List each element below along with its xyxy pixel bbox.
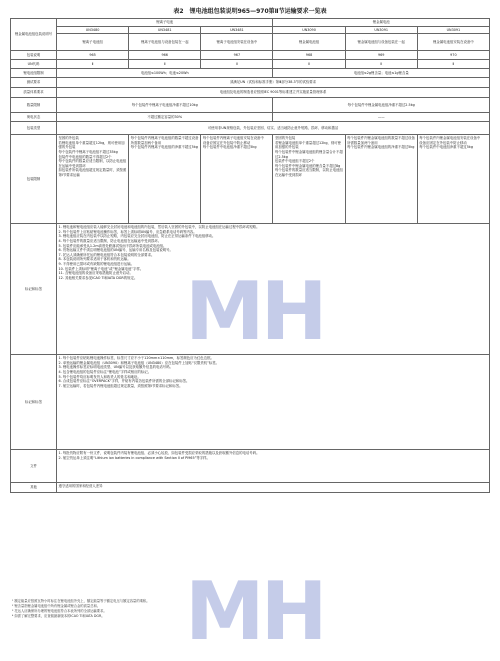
table-cell: Ⅱ bbox=[417, 60, 489, 69]
text-line: 9. 不得使用已损坏或有缺陷的锂电池组进行运输。 bbox=[58, 261, 135, 266]
text-line: 12. 其他相关要求参见ICAO TI和IATA DGR的规定。 bbox=[58, 275, 138, 280]
text-line: 每个包装件内锂离子电池组安装在设备中 bbox=[202, 136, 264, 141]
text-line: 每个包装件中电池组净重不超过5kg bbox=[419, 145, 474, 150]
footnote: ² 锂含量指锂金属电池组中所有锂金属或锂合金的质量总和。 bbox=[12, 604, 101, 608]
text-line: 11. 含锂电池组的设备应采取措施防止意外启动。 bbox=[58, 271, 133, 276]
table-cell: 电池组及电池的制造者应按照IEC 9001等标准建立并实施质量管理体系 bbox=[57, 88, 490, 98]
table-cell: 可使用非UN规格包装，外包装应坚固、结实、适当地防止意外短路、损坏、移动和激活 bbox=[57, 122, 490, 135]
text-line: 8. 本包装说明所列要求适用于客机和货机运输。 bbox=[58, 257, 131, 262]
text-line: 1. 每批货物应附有一份文件，说明包装件内装有锂电池组、必须小心轻放、如包装件受损应采取的措施以及获取额外信息的电话号码。 bbox=[58, 451, 260, 456]
table-row bbox=[11, 355, 490, 450]
row-label: 包装类型 bbox=[11, 122, 57, 135]
text-line: 5. 包装件应能承受从1.2m高度处跌落试验而不损坏所装电池或电池组。 bbox=[58, 243, 167, 248]
table-cell: 遵守适用的国家和经营人差异 bbox=[57, 483, 490, 493]
row-label: 数量限制 bbox=[11, 98, 57, 113]
text-line: 6. 货物运输文件中须注明锂电池组的UN编号、运输专用名称及包装说明号。 bbox=[58, 248, 173, 253]
text-line: 1. 每个包装件应粘贴锂电池操作标签，标签尺寸应不小于120mm×110mm，标签颜色应为红色边框。 bbox=[58, 356, 214, 361]
table-cell bbox=[57, 450, 490, 483]
table-cell: Ⅱ bbox=[57, 60, 129, 69]
table-cell: 每个包装件中锂金属电池组净重不超过2.5kg bbox=[273, 98, 490, 113]
text-line: 2. 每个包装件上应粘贴锂电池操作标签，标签上须标明UN编号、应急联系电话号码等内容。 bbox=[58, 229, 197, 234]
header-cell: UN3091 bbox=[417, 26, 489, 34]
text-line: 2. 单独运输的锂金属电池组（UN3090）和锂离子电池组（UN3480）应在包装件上加贴“仅限货机”标签。 bbox=[58, 360, 220, 365]
row-label: 标记和标签 bbox=[11, 355, 57, 450]
text-line: 包装件中电池组的数量不得超过2个 bbox=[58, 154, 112, 159]
table-row bbox=[11, 135, 490, 224]
header-cell: 锂金属电池组包装说明号 bbox=[11, 19, 57, 51]
text-line: 如包装件所装电池组超过规定数量时，须按照第Ⅰ节要求运输 bbox=[58, 168, 127, 177]
header-row bbox=[11, 26, 490, 34]
header-cell: 锂金属电池 bbox=[273, 19, 490, 27]
text-line: 每个包装件内锂金属电池组安装在设备中 bbox=[419, 136, 481, 141]
text-line: 5. 每个包装件均应标明发货人和收货人的姓名和地址。 bbox=[58, 374, 141, 379]
footnote: ³ 托运人应确保所办理的锂电池组符合本表所列的全部运输要求。 bbox=[12, 609, 107, 613]
row-label: 测试要求 bbox=[11, 78, 57, 88]
table-cell: Ⅱ bbox=[201, 60, 273, 69]
row-label: UN代码 bbox=[11, 60, 57, 69]
table-row bbox=[11, 78, 490, 88]
table-cell: Ⅱ bbox=[345, 60, 417, 69]
watermark: MH bbox=[185, 265, 324, 358]
text-line: 每个包装件中电池组净重不超过5kg bbox=[202, 145, 257, 150]
table-cell bbox=[273, 135, 345, 224]
table-cell: 不超过额定容量的30% bbox=[57, 113, 273, 122]
row-label: 锂电池组限制 bbox=[11, 69, 57, 78]
table-cell: 968 bbox=[273, 51, 345, 60]
text-line: 6. 合成包装件应标注“OVERPACK”字样，并贴有内装各包装件所需的全部标记和标签。 bbox=[58, 379, 190, 384]
text-line: 每个包装件内锂金属电池组的数量不超过设备所需数量加两个备用 bbox=[347, 136, 415, 145]
row-label: 文件 bbox=[11, 450, 57, 483]
header-row bbox=[11, 19, 490, 27]
table-row bbox=[11, 224, 490, 355]
text-line: 设备应固定在外包装中防止移动 bbox=[419, 140, 467, 145]
text-line: 每个包装件中锂离子电池组不超过35kg bbox=[58, 149, 118, 154]
text-line: 每个包装件中锂金属电池的锂含量不超过8g bbox=[274, 163, 341, 168]
header-cell: 锂离子电池组与设备包装在一起 bbox=[129, 34, 201, 51]
footnote: ¹ 额定能量应按照瓦特小时标注在锂电池组外壳上，额定能量等于额定电压与额定容量的乘积。 bbox=[12, 599, 150, 603]
text-line: 3. 锂电池操作标签应标明电池类型、UN编号以及获取额外信息的电话号码。 bbox=[58, 365, 173, 370]
table-cell: 须满足UN《试验和标准手册》第Ⅲ部分38.3节的试验要求 bbox=[57, 78, 490, 88]
row-label: 荷电状态 bbox=[11, 113, 57, 122]
text-line: 设备应固定在外包装中防止移动 bbox=[202, 140, 251, 145]
table-cell: 每个包装件中锂离子电池组净重不超过10kg bbox=[57, 98, 273, 113]
text-line: 坚固的外包装 bbox=[274, 136, 296, 141]
text-line: 每个包装件中锂金属电池组的锂含量合计不超过2.5kg bbox=[274, 149, 343, 159]
watermark: MH bbox=[185, 565, 324, 658]
table-cell: 电池组≤100Wh；电池≤20Wh bbox=[57, 69, 273, 78]
text-line: 7. 托运人须确保所托运的锂电池组符合本包装说明的全部要求。 bbox=[58, 252, 155, 257]
footnotes bbox=[12, 599, 488, 619]
header-cell: UN3481 bbox=[129, 26, 201, 34]
text-line: 若锂金属电池组单个重量超过12kg，则可使用加强的外包装 bbox=[274, 140, 342, 150]
header-cell: 锂金属电池组 bbox=[273, 34, 345, 51]
header-cell: 锂金属电池组与设备包装在一起 bbox=[345, 34, 417, 51]
table-cell: Ⅱ bbox=[129, 60, 201, 69]
requirements-table bbox=[10, 18, 490, 493]
table-cell bbox=[417, 135, 489, 224]
text-line: 7. 航空运输时，若包装件内锂电池组超过规定数量，须按照第Ⅰ节要求标记和标签。 bbox=[58, 383, 183, 388]
row-label: 质量体系要求 bbox=[11, 88, 57, 98]
text-line: 若锂电池组单个重量超过12kg，则可使用加强的外包装 bbox=[58, 140, 125, 150]
row-label: 标记和标签 bbox=[11, 224, 57, 355]
table-cell: 965 bbox=[57, 51, 129, 60]
table-row bbox=[11, 69, 490, 78]
table-row bbox=[11, 113, 490, 122]
text-line: 10. 包装件上须标明“锂离子电池”或“锂金属电池”字样。 bbox=[58, 266, 144, 271]
header-cell: 锂金属电池组安装在设备中 bbox=[417, 34, 489, 51]
header-cell: UN3480 bbox=[57, 26, 129, 34]
row-label: 其他 bbox=[11, 483, 57, 493]
header-cell: UN3481 bbox=[201, 26, 273, 34]
text-line: 4. 每个包装件的数量应适当限制，防止电池组在运输途中受到损坏。 bbox=[58, 238, 162, 243]
table-cell bbox=[57, 135, 129, 224]
text-line: 每个包装件内锂离子电池组的数量不超过设备所需数量加两个备用 bbox=[130, 136, 199, 145]
row-label: 包装限制 bbox=[11, 135, 57, 224]
footnote: ⁴ 如需了解完整要求，应查阅最新版本的ICAO TI和IATA DGR。 bbox=[12, 614, 105, 618]
page-title: 表2 锂电池组包装说明965—970第Ⅱ节运输要求一览表 bbox=[173, 8, 327, 15]
text-line: 1. 锂电池和锂电池组应装入能够完全封闭电池和电池组的内包装，然后装入坚固的外包装中，以防止电池组在运输过程中损坏或短路。 bbox=[58, 225, 260, 230]
table-row bbox=[11, 450, 490, 483]
table-cell bbox=[57, 355, 490, 450]
table-cell: 967 bbox=[201, 51, 273, 60]
table-row bbox=[11, 122, 490, 135]
header-cell: 锂离子电池组 bbox=[57, 34, 129, 51]
table-row bbox=[11, 88, 490, 98]
text-line: 每个包装件内锂金属电池组的净重不超过5kg bbox=[347, 145, 415, 150]
table-cell: 970 bbox=[417, 51, 489, 60]
text-line: 每个包装件的数量应适当限制，以防止电池组在运输中受到损坏 bbox=[58, 159, 127, 168]
text-line: 坚固的外包装 bbox=[58, 136, 79, 141]
header-cell: 锂离子电池组安装在设备中 bbox=[201, 34, 273, 51]
header-cell: UN3090 bbox=[273, 26, 345, 34]
text-line: 每个包装件的数量应适当限制，以防止电池组在运输中受到损坏 bbox=[274, 168, 343, 177]
header-row bbox=[11, 34, 490, 51]
table-row bbox=[11, 60, 490, 69]
table-cell bbox=[201, 135, 273, 224]
table-row bbox=[11, 483, 490, 493]
table-cell bbox=[345, 135, 417, 224]
table-cell: Ⅱ bbox=[273, 60, 345, 69]
header-cell: UN3091 bbox=[345, 26, 417, 34]
row-label: 包装说明 bbox=[11, 51, 57, 60]
table-row bbox=[11, 51, 490, 60]
text-line: 每个包装件内锂离子电池组的净重不超过5kg bbox=[130, 145, 198, 150]
table-cell bbox=[129, 135, 201, 224]
text-line: 包装件中电池组不超过2个 bbox=[274, 159, 315, 164]
text-line: 2. 航空货运单上须注明“Lithium ion batteries in compliance with Section Ⅱ of PI965”等字样。 bbox=[58, 455, 210, 460]
text-line: 3. 锂电池组应装在内包装中以防止短路，内包装应完全封闭电池组，防止在正常运输条件下电池组移动。 bbox=[58, 234, 216, 239]
table-cell: 969 bbox=[345, 51, 417, 60]
table-cell bbox=[57, 224, 490, 355]
table-cell: —— bbox=[273, 113, 490, 122]
table-cell: 966 bbox=[129, 51, 201, 60]
text-line: 4. 包含锂电池组的包装件应标注“锂电池”字样或相应的标记。 bbox=[58, 369, 152, 374]
table-cell: 电池组≤2g锂含量；电池≤1g锂含量 bbox=[273, 69, 490, 78]
header-cell: 锂离子电池 bbox=[57, 19, 273, 27]
table-row bbox=[11, 98, 490, 113]
